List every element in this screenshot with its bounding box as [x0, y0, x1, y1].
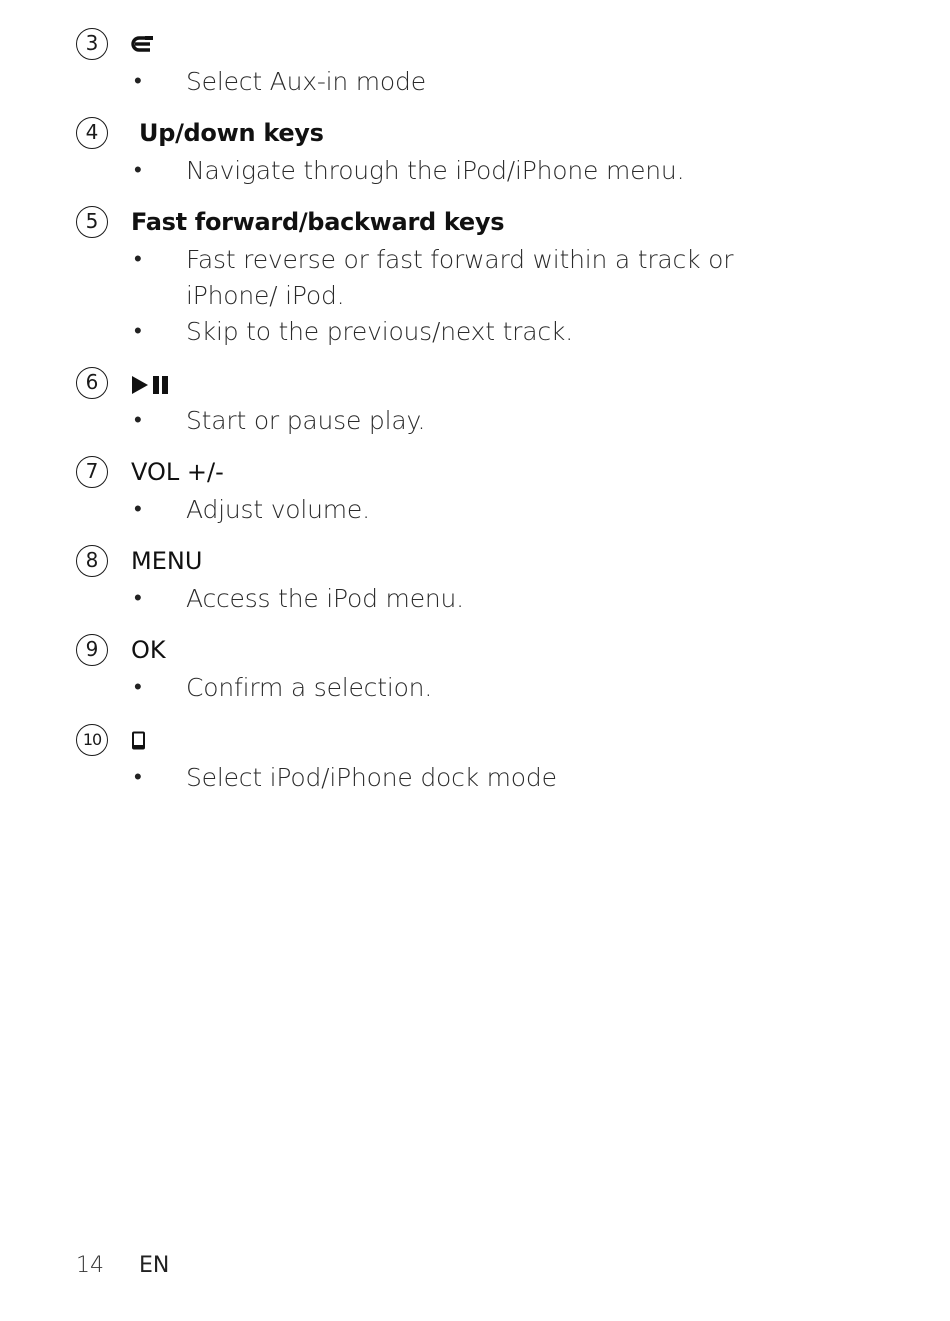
item-number: 7: [76, 456, 108, 488]
bullet-text: Select Aux-in mode: [186, 67, 426, 96]
list-item: [76, 760, 836, 796]
list-item: [76, 153, 836, 189]
bullet-marker: •: [134, 158, 142, 183]
bullet-marker: •: [134, 408, 142, 433]
item-number: 5: [76, 206, 108, 238]
item-9: [76, 634, 836, 706]
bullet-list: [76, 153, 836, 189]
item-number: 10: [76, 724, 108, 756]
bullet-text: Skip to the previous/next track.: [186, 317, 573, 346]
item-header: [76, 367, 836, 403]
bullet-marker: •: [134, 69, 142, 94]
item-title: MENU: [131, 547, 203, 575]
bullet-marker: •: [134, 675, 142, 700]
bullet-list: [76, 670, 836, 706]
item-number: 9: [76, 634, 108, 666]
bullet-text: Fast reverse or fast forward within a track or iPhone/ iPod.: [186, 245, 734, 310]
list-item: [76, 670, 836, 706]
item-header: [76, 724, 836, 760]
bullet-text: Confirm a selection.: [186, 673, 433, 702]
dock-icon: [131, 731, 147, 755]
bullet-list: [76, 760, 836, 796]
item-header: [76, 545, 836, 581]
bullet-marker: •: [134, 497, 142, 522]
list-item: [76, 492, 836, 528]
item-4: [76, 117, 836, 189]
item-title: Fast forward/backward keys: [131, 208, 505, 236]
item-number: 4: [76, 117, 108, 149]
bullet-list: [76, 242, 836, 350]
list-item: [76, 314, 836, 350]
list-item: [76, 242, 826, 314]
bullet-list: [76, 403, 836, 439]
item-header: [76, 117, 836, 153]
item-8: [76, 545, 836, 617]
bullet-list: [76, 64, 836, 100]
bullet-text: Start or pause play.: [186, 406, 426, 435]
bullet-marker: •: [134, 765, 142, 790]
bullet-list: [76, 492, 836, 528]
item-title: VOL +/-: [131, 458, 224, 486]
item-10: [76, 724, 836, 796]
list-item: [76, 581, 836, 617]
item-3: [76, 28, 836, 100]
language-code: EN: [139, 1253, 170, 1278]
list-item: [76, 64, 836, 100]
bullet-text: Adjust volume.: [186, 495, 370, 524]
bullet-text: Navigate through the iPod/iPhone menu.: [186, 156, 685, 185]
play-pause-icon: [131, 375, 175, 399]
item-7: [76, 456, 836, 528]
item-header: [76, 634, 836, 670]
item-5: [76, 206, 836, 350]
page-footer: [76, 1253, 169, 1278]
item-number: 8: [76, 545, 108, 577]
bullet-marker: •: [134, 319, 142, 344]
aux-in-icon: [131, 33, 155, 59]
bullet-text: Select iPod/iPhone dock mode: [186, 763, 557, 792]
item-title: OK: [131, 636, 166, 664]
list-item: [76, 403, 836, 439]
item-header: [76, 206, 836, 242]
item-header: [76, 456, 836, 492]
bullet-marker: •: [134, 247, 142, 272]
bullet-text: Access the iPod menu.: [186, 584, 464, 613]
item-6: [76, 367, 836, 439]
item-header: [76, 28, 836, 64]
item-title: Up/down keys: [139, 119, 324, 147]
bullet-marker: •: [134, 586, 142, 611]
item-number: 6: [76, 367, 108, 399]
page-number: 14: [76, 1253, 104, 1278]
bullet-list: [76, 581, 836, 617]
item-number: 3: [76, 28, 108, 60]
